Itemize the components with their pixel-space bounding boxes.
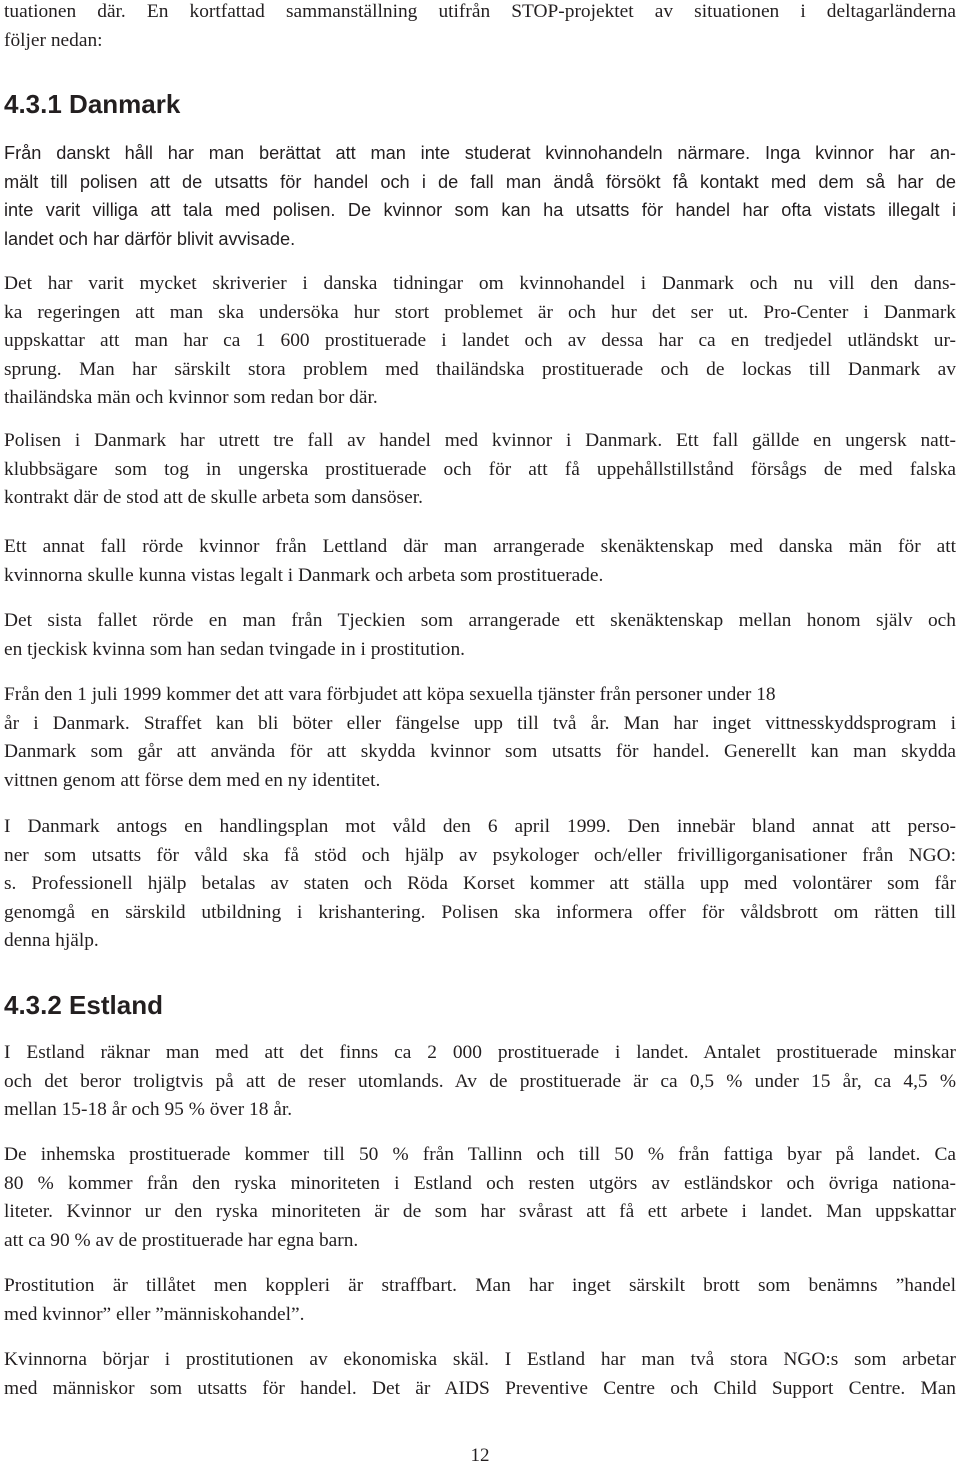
text-line: liteter. Kvinnor ur den ryska minoriteten är de som har svårast att få ett arbete i landet. Man uppskattar: [4, 1201, 956, 1222]
paragraph: [4, 1039, 956, 1125]
text-line: vittnen genom att förse dem med en ny identitet.: [4, 769, 381, 791]
paragraph: [4, 139, 956, 253]
text-line: De inhemska prostituerade kommer till 50 % från Tallinn och till 50 % från fattiga byar på landet. Ca: [4, 1144, 956, 1165]
text-line: Prostitution är tillåtet men koppleri är straffbart. Man har inget särskilt brott som benämns ”handel: [4, 1275, 956, 1296]
text-line: tuationen där. En kortfattad sammanställning utifrån STOP-projektet av situationen i deltagarländerna: [4, 1, 956, 22]
text-line: Det sista fallet rörde en man från Tjeckien som arrangerade ett skenäktenskap mellan honom själv och: [4, 610, 956, 631]
text-line: thailändska män och kvinnor som redan bor där.: [4, 387, 378, 408]
text-line: en tjeckisk kvinna som han sedan tvingade in i prostitution.: [4, 638, 465, 660]
paragraph: [4, 1141, 956, 1255]
text-line: ka regeringen att man ska undersöka hur stort problemet är och hur det ser ut. Pro-Center i Danmark: [4, 301, 956, 323]
text-line: med kvinnor” eller ”människohandel”.: [4, 1303, 305, 1325]
text-line: att ca 90 % av de prostituerade har egna barn.: [4, 1229, 359, 1251]
text-line: landet och har därför blivit avvisade.: [4, 228, 296, 249]
text-line: och det beror troligtvis på att de reser utomlands. Av de prostituerade är ca 0,5 % under 15 år, ca 4,5 %: [4, 1070, 956, 1092]
paragraph: [4, 607, 956, 664]
text-line: Danmark som går att använda för att skydda kvinnor som utsatts för handel. Generellt kan man skydda: [4, 741, 956, 762]
text-line: ner som utsatts för våld ska få stöd och hjälp av psykologer och/eller frivilligorganisationer från NGO:: [4, 844, 956, 866]
text-line: följer nedan:: [4, 29, 103, 51]
text-line: mält till polisen att de utsatts för handel och i de fall man ändå försökt få kontakt med dem så har de: [4, 171, 956, 192]
paragraph: [4, 427, 956, 513]
text-line: Från den 1 juli 1999 kommer det att vara förbjudet att köpa sexuella tjänster från personer under 18: [4, 684, 776, 705]
text-line: sprung. Man har särskilt stora problem med thailändska prostituerade och de lockas till Danmark av: [4, 358, 956, 380]
text-line: Det har varit mycket skriverier i danska tidningar om kvinnohandel i Danmark och nu vill den dans-: [4, 273, 956, 294]
text-line: 80 % kommer från den ryska minoriteten i Estland och resten utgörs av estländskor och övriga nationa-: [4, 1172, 956, 1194]
section-heading-danmark: 4.3.1 Danmark: [4, 89, 181, 119]
text-line: s. Professionell hjälp betalas av staten och Röda Korset kommer att ställa upp med volontärer som får: [4, 873, 956, 894]
paragraph: [4, 681, 956, 795]
text-line: Ett annat fall rörde kvinnor från Lettland där man arrangerade skenäktenskap med danska män för att: [4, 536, 956, 557]
text-line: denna hjälp.: [4, 930, 99, 951]
section-heading-estland: 4.3.2 Estland: [4, 990, 163, 1020]
text-line: Polisen i Danmark har utrett tre fall av handel med kvinnor i Danmark. Ett fall gällde en ungersk natt-: [4, 430, 956, 451]
text-line: Från danskt håll har man berättat att man inte studerat kvinnohandeln närmare. Inga kvinnor har an-: [4, 143, 956, 163]
text-line: år i Danmark. Straffet kan bli böter eller fängelse upp till två år. Man har inget vittnesskyddsprogram i: [4, 712, 956, 734]
text-line: kvinnorna skulle kunna vistas legalt i Danmark och arbeta som prostituerade.: [4, 564, 604, 586]
paragraph: [4, 533, 956, 590]
paragraph: [4, 813, 956, 956]
text-line: klubbsägare som tog in ungerska prostituerade och för att få uppehållstillstånd försågs de med falska: [4, 458, 956, 480]
paragraph: [4, 1346, 956, 1403]
text-line: kontrakt där de stod att de skulle arbeta som dansöser.: [4, 487, 423, 508]
text-line: inte varit villiga att tala med polisen. De kvinnor som kan ha utsatts för handel har ofta vistats illegalt i: [4, 200, 956, 220]
text-line: med människor som utsatts för handel. Det är AIDS Preventive Centre och Child Support Centre. Man: [4, 1377, 956, 1399]
intro-paragraph: [4, 0, 956, 55]
page-number: 12: [470, 1445, 490, 1466]
text-line: I Estland räknar man med att det finns ca 2 000 prostituerade i landet. Antalet prostituerade minskar: [4, 1042, 956, 1063]
paragraph: [4, 270, 956, 413]
text-line: I Danmark antogs en handlingsplan mot våld den 6 april 1999. Den innebär bland annat att perso-: [4, 816, 956, 837]
text-line: Kvinnorna börjar i prostitutionen av ekonomiska skäl. I Estland har man två stora NGO:s som arbetar: [4, 1349, 956, 1370]
text-line: uppskattar att man har ca 1 600 prostituerade i landet och av dessa har ca en tredjedel utländskt ur-: [4, 330, 956, 351]
paragraph: [4, 1272, 956, 1329]
text-line: mellan 15-18 år och 95 % över 18 år.: [4, 1099, 293, 1120]
text-line: genomgå en särskild utbildning i krishantering. Polisen ska informera offer för våldsbrott om rätten till: [4, 901, 956, 923]
